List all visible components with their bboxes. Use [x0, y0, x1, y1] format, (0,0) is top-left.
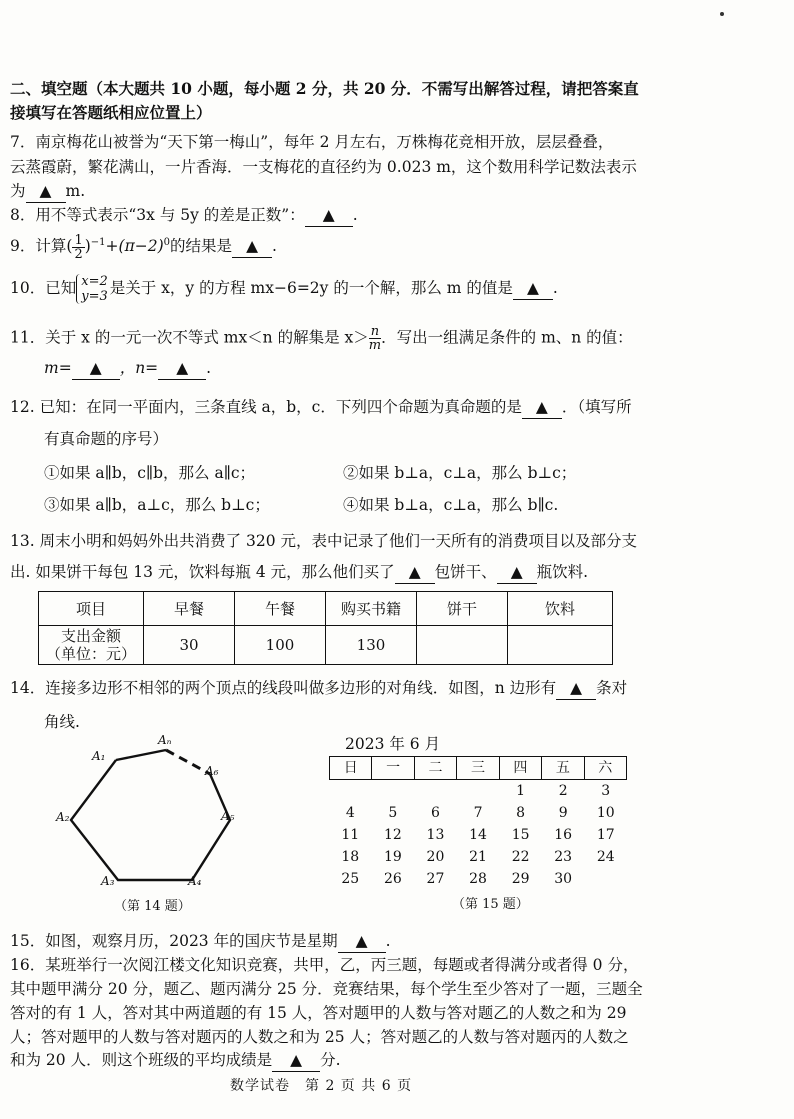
table-header: 购买书籍	[326, 592, 417, 626]
day: 20	[426, 849, 445, 865]
day: 12	[383, 827, 402, 843]
answer-blank: ▲	[272, 1049, 320, 1072]
q7-line3: 为 ▲ m.	[10, 180, 85, 203]
vertex-label: A₃	[101, 874, 115, 888]
table-cell: 100	[235, 626, 326, 665]
q8: 8．用不等式表示“3x 与 5y 的差是正数”： ▲ .	[10, 204, 358, 227]
q14-line1: 14．连接多边形不相邻的两个顶点的线段叫做多边形的对角线．如图，n 边形有 ▲ 条对	[10, 677, 627, 700]
q12-option-4: ④如果 b⊥a，c⊥a，那么 b∥c.	[343, 496, 559, 514]
day: 21	[469, 849, 487, 865]
vertex-label: Aₙ	[158, 733, 172, 747]
day: 4	[345, 805, 355, 821]
answer-blank: ▲	[338, 930, 386, 953]
table-cell	[417, 626, 508, 665]
weekday: 六	[598, 760, 613, 776]
day: 26	[383, 871, 402, 887]
calendar-week	[329, 846, 627, 868]
q12-option-3: ③如果 a∥b，a⊥c，那么 b⊥c；	[44, 496, 270, 514]
polygon-edges	[71, 760, 230, 880]
day: 15	[511, 827, 530, 843]
table-cell	[508, 626, 613, 665]
figure-15-caption: （第 15 题）	[452, 897, 529, 912]
polygon-figure	[40, 730, 250, 890]
q13-line1: 13. 周末小明和妈妈外出共消费了 320 元，表中记录了他们一天所有的消费项目以及部分支	[10, 532, 638, 550]
q12-line1: 12. 已知：在同一平面内，三条直线 a，b，c．下列四个命题为真命题的是 ▲ ．（填写所	[10, 396, 632, 419]
calendar	[329, 756, 627, 890]
day: 1	[516, 783, 526, 799]
day: 29	[511, 871, 530, 887]
q15: 15．如图，观察月历，2023 年的国庆节是星期 ▲ .	[10, 930, 391, 953]
weekday: 三	[457, 757, 499, 779]
calendar-weekdays	[329, 756, 627, 780]
q16-line4: 人；答对题甲的人数与答对题丙的人数之和为 25 人；答对题乙的人数与答对题丙的人数之	[10, 1028, 629, 1046]
q16-line2: 其中题甲满分 20 分，题乙、题丙满分 25 分．竞赛结果，每个学生至少答对了一题，三题全	[10, 980, 643, 998]
table-header: 午餐	[235, 592, 326, 626]
table-header: 早餐	[144, 592, 235, 626]
vertex-label: A₂	[56, 810, 70, 824]
answer-blank: ▲	[232, 235, 272, 258]
day: 18	[341, 849, 360, 865]
weekday: 四	[500, 757, 542, 779]
day: 10	[596, 805, 615, 821]
day: 8	[516, 805, 526, 821]
fraction: $\frac{n}{m}$	[368, 324, 382, 353]
vertex-label: A₄	[188, 874, 202, 888]
table-header: 饮料	[508, 592, 613, 626]
fraction: $\frac{1}{2}$	[74, 232, 83, 262]
q12-option-2: ②如果 b⊥a，c⊥a，那么 b⊥c；	[343, 464, 577, 482]
answer-blank: ▲	[395, 561, 435, 584]
day: 2	[558, 783, 568, 799]
equation-system: x=2 y=3	[76, 274, 108, 304]
day	[584, 868, 627, 890]
table-cell: 30	[144, 626, 235, 665]
q11-line2: m= ▲ ，n= ▲ .	[44, 357, 211, 380]
vertex-label: A₁	[92, 749, 106, 763]
day: 7	[473, 805, 483, 821]
q9: 9．计算( $\frac{1}{2}$ )$^{-1}+(\pi-2)^0$的结果是 ▲ .	[10, 232, 277, 262]
q14-line2: 角线.	[44, 713, 80, 731]
day: 9	[558, 805, 568, 821]
calendar-title: 2023 年 6 月	[345, 735, 441, 753]
answer-blank: ▲	[556, 677, 596, 700]
figure-14-caption: （第 14 题）	[114, 899, 191, 914]
section-header-cont: 接填写在答题纸相应位置上）	[10, 103, 212, 122]
calendar-week	[329, 868, 627, 890]
weekday: 二	[415, 757, 457, 779]
day: 13	[426, 827, 445, 843]
day: 22	[511, 849, 530, 865]
answer-blank: ▲	[158, 357, 206, 380]
section-header: 二、填空题（本大题共 10 小题，每小题 2 分，共 20 分．不需写出解答过程，请把答案直	[10, 79, 639, 98]
day	[372, 780, 415, 802]
day: 14	[469, 827, 487, 843]
calendar-week	[329, 780, 627, 802]
scan-dot	[720, 12, 724, 16]
day	[414, 780, 457, 802]
table-cell: 130	[326, 626, 417, 665]
day	[457, 780, 500, 802]
polygon-dashed-edge	[166, 750, 210, 774]
calendar-week	[329, 824, 627, 846]
table-header: 项目	[39, 592, 144, 626]
q13-line2: 出. 如果饼干每包 13 元，饮料每瓶 4 元，那么他们买了 ▲ 包饼干、 ▲ 瓶饮料.	[10, 561, 588, 584]
q7-line2: 云蒸霞蔚，繁花满山，一片香海．一支梅花的直径约为 0.023 m，这个数用科学记数法表示	[10, 158, 637, 176]
vertex-label: A₅	[221, 809, 235, 823]
day	[329, 780, 372, 802]
day: 11	[341, 827, 360, 843]
answer-blank: ▲	[305, 204, 353, 227]
day: 19	[383, 849, 402, 865]
day: 6	[430, 805, 440, 821]
day: 16	[554, 827, 573, 843]
answer-blank: ▲	[26, 180, 66, 203]
day: 28	[469, 871, 487, 887]
calendar-week	[329, 802, 627, 824]
q16-line1: 16．某班举行一次阅江楼文化知识竞赛，共甲，乙，丙三题，每题或者得满分或者得 0 分，	[10, 956, 639, 974]
answer-blank: ▲	[72, 357, 120, 380]
day: 30	[554, 871, 573, 887]
q10: 10．已知 x=2 y=3 是关于 x，y 的方程 mx−6=2y 的一个解，那么 m 的值是 ▲ .	[10, 274, 558, 304]
q11-line1: 11．关于 x 的一元一次不等式 mx＜n 的解集是 x＞ $\frac{n}{m}$ ．写出一组满足条件的 m、n 的值：	[10, 324, 633, 353]
day: 24	[596, 849, 615, 865]
answer-blank: ▲	[497, 561, 537, 584]
q12-line2: 有真命题的序号）	[44, 430, 169, 448]
day: 5	[388, 805, 398, 821]
weekday: 日	[330, 757, 372, 779]
answer-blank: ▲	[522, 396, 562, 419]
table-header: 饼干	[417, 592, 508, 626]
q7-line1: 7．南京梅花山被誉为“天下第一梅山”，每年 2 月左右，万株梅花竞相开放，层层叠叠，	[10, 133, 614, 151]
day: 3	[601, 783, 611, 799]
q16-line3: 答对的有 1 人，答对其中两道题的有 15 人，答对题甲的人数与答对题乙的人数之和为 29	[10, 1004, 627, 1022]
q12-option-1: ①如果 a∥b，c∥b，那么 a∥c；	[44, 464, 256, 482]
day: 17	[596, 827, 615, 843]
page-footer: 数学试卷 第 2 页 共 6 页	[230, 1078, 413, 1094]
row-label: 支出金额 （单位：元）	[39, 626, 144, 665]
answer-blank: ▲	[513, 277, 553, 300]
q16-line5: 和为 20 人．则这个班级的平均成绩是 ▲ 分.	[10, 1049, 341, 1072]
day: 27	[426, 871, 445, 887]
day: 25	[341, 871, 360, 887]
expense-table	[38, 591, 613, 665]
day: 23	[554, 849, 573, 865]
polygon-edge-a1-an	[116, 750, 166, 760]
weekday: 五	[542, 757, 584, 779]
vertex-label: A₆	[205, 764, 219, 778]
weekday: 一	[372, 757, 414, 779]
